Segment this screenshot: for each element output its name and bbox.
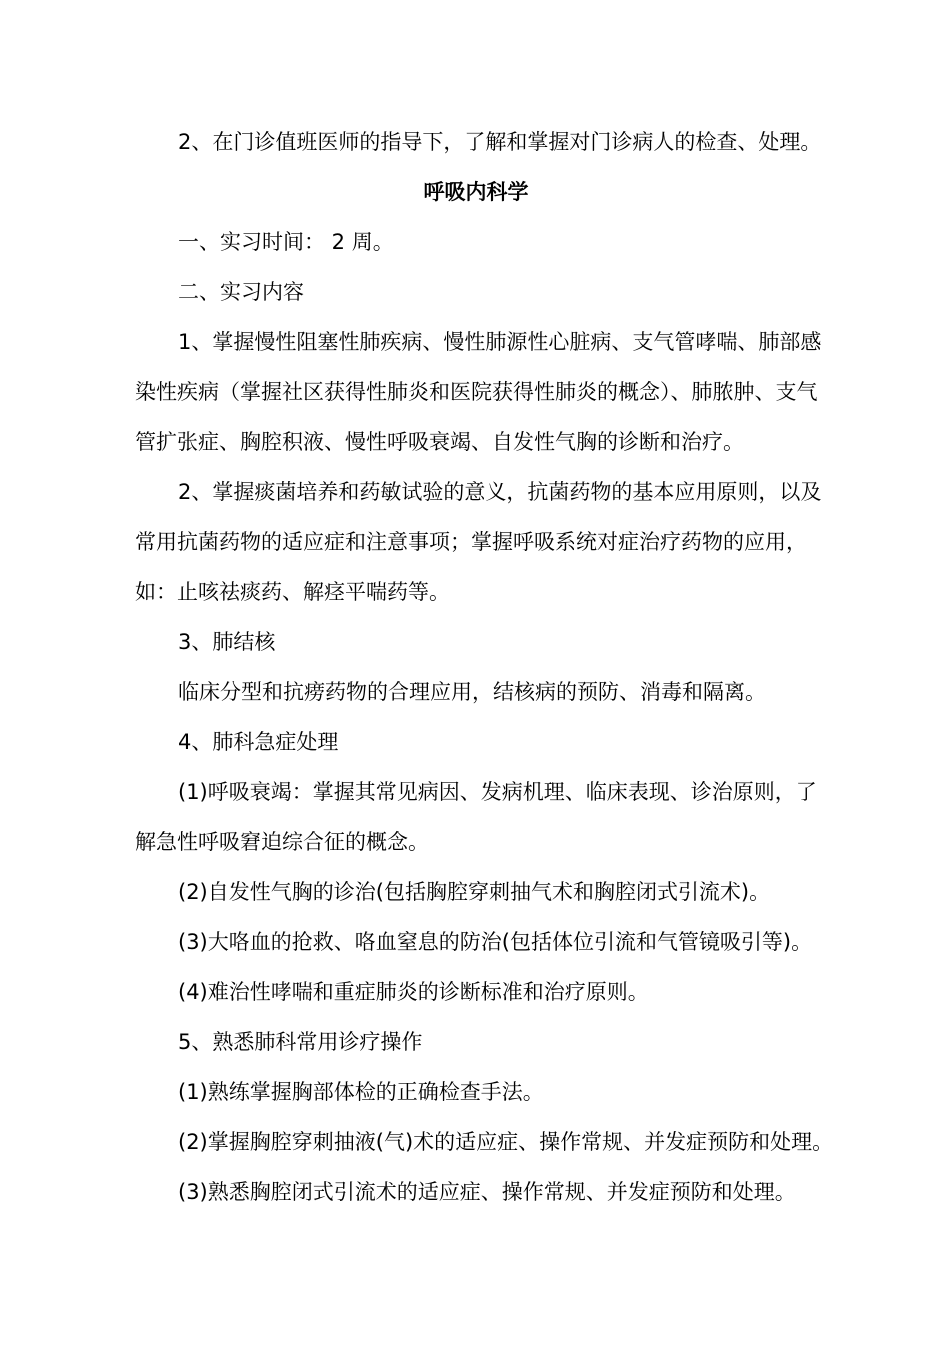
item-5-sub-3-line: (3)熟悉胸腔闭式引流术的适应症、操作常规、并发症预防和处理。 xyxy=(178,1180,796,1204)
item-3-heading xyxy=(135,617,825,667)
item-3-heading-line: 3、肺结核 xyxy=(178,630,276,654)
item-2-line-2: 常用抗菌药物的适应症和注意事项；掌握呼吸系统对症治疗药物的应用， xyxy=(135,530,807,554)
item-4-sub-1-line-2: 解急性呼吸窘迫综合征的概念。 xyxy=(135,830,429,854)
item-4-sub-4 xyxy=(135,967,825,1017)
item-2-line-1: 2、掌握痰菌培养和药敏试验的意义，抗菌药物的基本应用原则，以及 xyxy=(178,480,822,504)
item-5-sub-1-line: (1)熟练掌握胸部体检的正确检查手法。 xyxy=(178,1080,544,1104)
item-2 xyxy=(135,467,825,617)
item-5-sub-1 xyxy=(135,1067,825,1117)
item-5-heading xyxy=(135,1017,825,1067)
item-5-sub-2-line: (2)掌握胸腔穿刺抽液(气)术的适应症、操作常规、并发症预防和处理。 xyxy=(178,1130,834,1154)
item-4-heading xyxy=(135,717,825,767)
content-heading xyxy=(135,267,825,317)
section-title: 呼吸内科学 xyxy=(423,180,529,204)
item-1-line-3: 管扩张症、胸腔积液、慢性呼吸衰竭、自发性气胸的诊断和治疗。 xyxy=(135,430,744,454)
item-4-sub-1 xyxy=(135,767,825,867)
intro-item-line: 2、在门诊值班医师的指导下，了解和掌握对门诊病人的检查、处理。 xyxy=(178,130,822,154)
item-3-text-line: 临床分型和抗痨药物的合理应用，结核病的预防、消毒和隔离。 xyxy=(178,680,766,704)
item-1 xyxy=(135,317,825,467)
item-3-text xyxy=(135,667,825,717)
intro-item xyxy=(135,117,825,167)
item-4-sub-2 xyxy=(135,867,825,917)
item-1-line-1: 1、掌握慢性阻塞性肺疾病、慢性肺源性心脏病、支气管哮喘、肺部感 xyxy=(178,330,822,354)
item-5-sub-3 xyxy=(135,1167,825,1217)
item-4-sub-2-line: (2)自发性气胸的诊治(包括胸腔穿刺抽气术和胸腔闭式引流术)。 xyxy=(178,880,771,904)
time-heading xyxy=(135,217,825,267)
content-heading-line: 二、实习内容 xyxy=(178,280,304,304)
item-4-sub-3 xyxy=(135,917,825,967)
item-4-heading-line: 4、肺科急症处理 xyxy=(178,730,339,754)
item-5-sub-2 xyxy=(135,1117,834,1167)
item-4-sub-3-line: (3)大咯血的抢救、咯血窒息的防治(包括体位引流和气管镜吸引等)。 xyxy=(178,930,813,954)
item-5-heading-line: 5、熟悉肺科常用诊疗操作 xyxy=(178,1030,423,1054)
item-4-sub-4-line: (4)难治性哮喘和重症肺炎的诊断标准和治疗原则。 xyxy=(178,980,649,1004)
item-1-line-2: 染性疾病（掌握社区获得性肺炎和医院获得性肺炎的概念）、肺脓肿、支气 xyxy=(135,380,818,404)
item-4-sub-1-line-1: (1)呼吸衰竭：掌握其常见病因、发病机理、临床表现、诊治原则，了 xyxy=(178,780,817,804)
time-heading-line: 一、实习时间： 2 周。 xyxy=(178,230,394,254)
item-2-line-3: 如：止咳祛痰药、解痉平喘药等。 xyxy=(135,580,450,604)
